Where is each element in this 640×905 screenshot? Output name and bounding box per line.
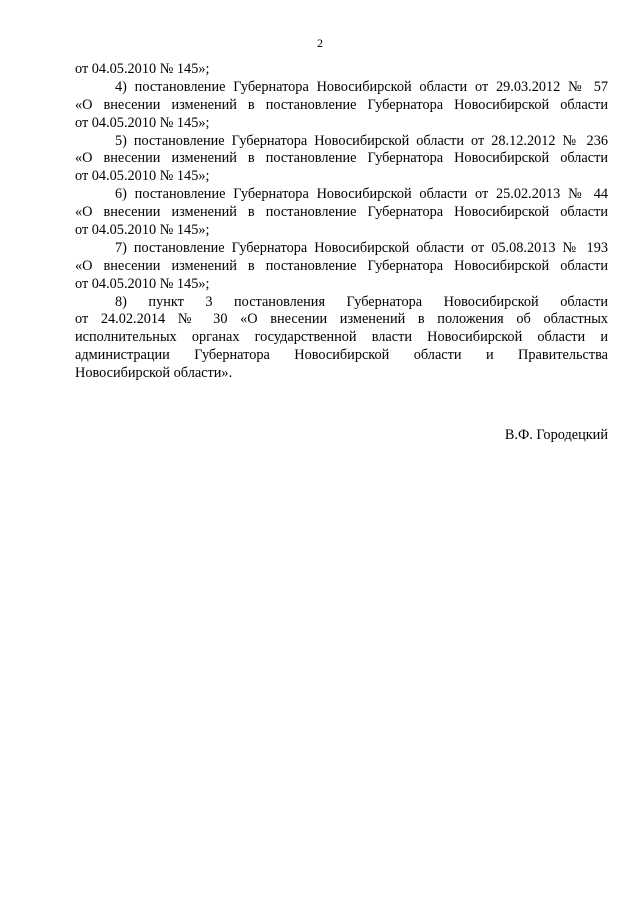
text-line: от 04.05.2010 № 145»; [75, 275, 210, 292]
text-line: 6) постановление Губернатора Новосибирской области от 25.02.2013 № 44 [115, 186, 608, 203]
text-line: 7) постановление Губернатора Новосибирской области от 05.08.2013 № 193 [115, 239, 608, 256]
text-line: «О внесении изменений в постановление Губернатора Новосибирской области [75, 96, 608, 113]
text-line: от 04.05.2010 № 145»; [75, 222, 210, 239]
text-line: «О внесении изменений в постановление Губернатора Новосибирской области [75, 257, 608, 274]
document-body [75, 61, 608, 383]
text-line: «О внесении изменений в постановление Губернатора Новосибирской области [75, 204, 608, 221]
text-line: от 04.05.2010 № 145»; [75, 168, 210, 185]
page-number: 2 [317, 36, 323, 50]
text-line: от 04.05.2010 № 145»; [75, 61, 210, 77]
text-line: 8) пункт 3 постановления Губернатора Новосибирской области [115, 293, 608, 310]
text-line: исполнительных органах государственной власти Новосибирской области и [75, 329, 608, 346]
text-line: 5) постановление Губернатора Новосибирской области от 28.12.2012 № 236 [115, 132, 608, 149]
text-line: Новосибирской области». [75, 365, 233, 382]
text-line: 4) постановление Губернатора Новосибирской области от 29.03.2012 № 57 [115, 78, 608, 95]
text-line: администрации Губернатора Новосибирской области и Правительства [75, 347, 608, 364]
text-line: «О внесении изменений в постановление Губернатора Новосибирской области [75, 150, 608, 167]
text-line: от 04.05.2010 № 145»; [75, 114, 210, 131]
text-line: от 24.02.2014 № 30 «О внесении изменений в положения об областных [75, 311, 608, 328]
signature-name: В.Ф. Городецкий [504, 427, 608, 443]
